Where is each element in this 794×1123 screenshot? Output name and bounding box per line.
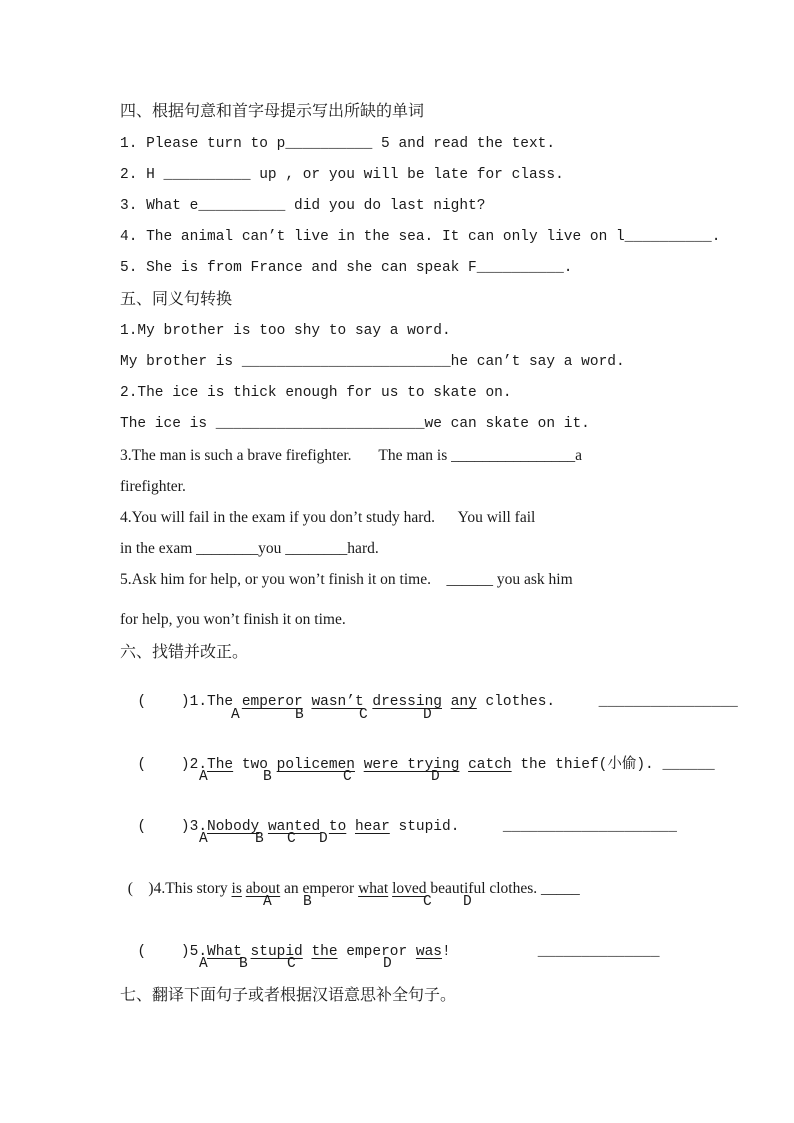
s4-question-4: 4. The animal can’t live in the sea. It can only live on l__________. — [120, 229, 721, 245]
letter-c: C — [287, 831, 296, 847]
s6-item-3: ( )3.Nobody wanted to hear stupid. ____________________ — [137, 819, 677, 835]
option-d-word: hear — [354, 819, 390, 835]
letter-c: C — [287, 956, 296, 972]
letter-d: D — [319, 831, 328, 847]
option-c-word: the — [311, 944, 338, 960]
s5-q4-line-2: in the exam ________you ________hard. — [120, 540, 379, 557]
letter-d: D — [423, 707, 432, 723]
letter-a: A — [199, 769, 208, 785]
section-4-title: 四、根据句意和首字母提示写出所缺的单词 — [120, 101, 425, 120]
option-c-word: what — [358, 880, 389, 897]
letter-a: A — [263, 894, 272, 910]
section-5-title: 五、同义句转换 — [120, 289, 233, 308]
option-a-word: Nobody — [207, 819, 260, 835]
option-b-word: about — [245, 880, 281, 897]
s4-question-3: 3. What e__________ did you do last night? — [120, 198, 486, 214]
option-a-word: emperor — [241, 694, 303, 710]
section-6-title: 六、找错并改正。 — [120, 642, 249, 661]
s5-q2-rewrite: The ice is ________________________we can skate on it. — [120, 416, 590, 432]
letter-a: A — [231, 707, 240, 723]
s5-q3-line-1: 3.The man is such a brave firefighter. The man is ________________a — [120, 447, 583, 464]
letter-c: C — [423, 894, 432, 910]
letter-c: C — [343, 769, 352, 785]
item-number: ( )1.The — [137, 694, 242, 710]
section-7-title: 七、翻译下面句子或者根据汉语意思补全句子。 — [120, 985, 457, 1004]
item-number: ( )5. — [137, 944, 208, 960]
option-d-word: any — [450, 694, 477, 710]
s5-q5-line-1: 5.Ask him for help, or you won’t finish it on time. ______ you ask him — [120, 571, 573, 588]
option-d-word: loved — [392, 880, 427, 897]
letter-a: A — [199, 956, 208, 972]
s5-q1-rewrite: My brother is ________________________he can’t say a word. — [120, 354, 625, 370]
letter-b: B — [239, 956, 248, 972]
s5-q1-original: 1.My brother is too shy to say a word. — [120, 323, 451, 339]
s5-q3-line-2: firefighter. — [120, 478, 186, 495]
letter-b: B — [255, 831, 264, 847]
option-a-word: is — [231, 880, 242, 897]
option-a-word: What — [207, 944, 242, 960]
s5-q4-line-1: 4.You will fail in the exam if you don’t study hard. You will fail — [120, 509, 536, 526]
item-number: ( )3. — [137, 819, 208, 835]
s4-question-1: 1. Please turn to p__________ 5 and read the text. — [120, 136, 556, 152]
option-b-word: wasn’t — [311, 694, 364, 710]
item-number: ( )4.This story — [127, 880, 232, 897]
s4-question-5: 5. She is from France and she can speak F__________. — [120, 260, 573, 276]
s6-item-4: ( )4.This story is about an emperor what loved beautiful clothes. _____ — [127, 880, 580, 897]
item-number: ( )2. — [137, 757, 208, 773]
option-c-word: to — [328, 819, 347, 835]
option-b-word: policemen — [276, 757, 355, 773]
option-c-word: were trying — [363, 757, 460, 773]
option-b-word: stupid — [250, 944, 303, 960]
option-d-word: was — [415, 944, 443, 960]
s5-q2-original: 2.The ice is thick enough for us to skate on. — [120, 385, 512, 401]
letter-b: B — [295, 707, 304, 723]
s6-item-1: ( )1.The emperor wasn’t dressing any clothes. ________________ — [137, 694, 738, 710]
option-c-word: dressing — [372, 694, 442, 710]
option-a-word: The — [207, 757, 234, 773]
letter-b: B — [303, 894, 312, 910]
option-b-word: wanted — [267, 819, 321, 835]
option-d-word: catch — [468, 757, 512, 773]
s6-item-2: ( )2.The two policemen were trying catch the thief(小偷). ______ — [137, 757, 715, 773]
s4-question-2: 2. H __________ up , or you will be late for class. — [120, 167, 564, 183]
letter-c: C — [359, 707, 368, 723]
letter-d: D — [463, 894, 472, 910]
letter-d: D — [383, 956, 392, 972]
s6-item-5: ( )5.What stupid the emperor was! ______________ — [137, 944, 660, 960]
letter-a: A — [199, 831, 208, 847]
letter-b: B — [263, 769, 272, 785]
s5-q5-line-2: for help, you won’t finish it on time. — [120, 611, 346, 628]
letter-d: D — [431, 769, 440, 785]
